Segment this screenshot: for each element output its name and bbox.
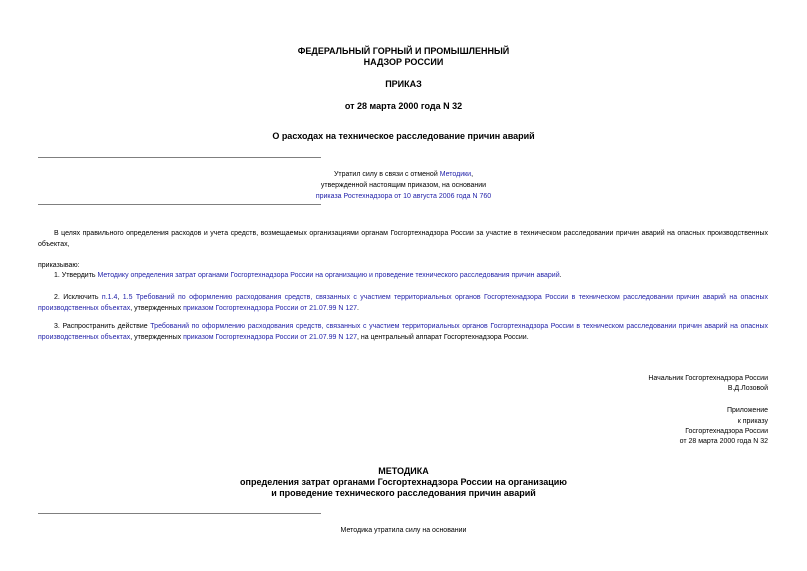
appendix-line3: Госгортехнадзора России	[685, 428, 768, 435]
item-1-prefix: 1. Утвердить	[54, 272, 98, 279]
signature-name: В.Д.Лозовой	[727, 385, 768, 392]
intro-paragraph: В целях правильного определения расходов и учета средств, возмещаемых организациями органам Госгортехнадзора России за участие в техническом расследовании причин аварий на опасных производственных объектах,	[38, 230, 768, 248]
divider-method	[38, 513, 321, 514]
item-2	[38, 292, 768, 314]
org-name-line1: ФЕДЕРАЛЬНЫЙ ГОРНЫЙ И ПРОМЫШЛЕННЫЙ	[297, 46, 510, 56]
status-note-order-link[interactable]: приказа Ростехнадзора от 10 августа 2006 года N 760	[315, 193, 492, 200]
status-note-comma: ,	[471, 171, 474, 178]
method-subtitle-line2: и проведение технического расследования причин аварий	[271, 488, 536, 498]
divider-bottom	[38, 204, 321, 205]
method-note: Методика утратила силу на основании	[340, 527, 467, 534]
signature-position: Начальник Госгортехнадзора России	[648, 375, 768, 382]
item-1-suffix: .	[559, 272, 562, 279]
status-note-prefix: Утратил силу в связи с отменой	[333, 171, 440, 178]
appendix-line4: от 28 марта 2000 года N 32	[679, 438, 768, 445]
document-date: от 28 марта 2000 года N 32	[344, 101, 463, 111]
item-3-link-1[interactable]: Требований по оформлению расходования средств, связанных с участием территориальных органов Госгортехнадзора России в техническом расследовании причин аварий на опасных производственных объектах	[38, 323, 768, 341]
order-word: приказываю:	[38, 262, 80, 269]
org-name-line2: НАДЗОР РОССИИ	[363, 57, 444, 67]
item-2-link-1[interactable]: п.1.4	[101, 294, 118, 301]
document-type: ПРИКАЗ	[385, 79, 422, 89]
item-1	[38, 270, 768, 281]
item-1-method-link[interactable]: Методику определения затрат органами Госгортехнадзора России на организацию и проведение технического расследования причин аварий	[97, 272, 560, 279]
document-title: О расходах на техническое расследование причин аварий	[272, 131, 535, 141]
item-3-mid: , утвержденных	[130, 334, 184, 341]
status-note-line3	[0, 191, 807, 202]
item-2-prefix: 2. Исключить	[54, 294, 102, 301]
status-note-method-link[interactable]: Методики	[439, 171, 472, 178]
item-2-sep: ,	[117, 294, 123, 301]
status-note-line2: утвержденной настоящим приказом, на основании	[320, 182, 487, 189]
appendix-line1: Приложение	[726, 407, 768, 414]
item-3-suffix: , на центральный аппарат Госгортехнадзора России.	[357, 334, 529, 341]
method-title: МЕТОДИКА	[378, 466, 429, 476]
item-3-prefix: 3. Распространить действие	[54, 323, 151, 330]
item-3-link-2[interactable]: приказом Госгортехнадзора России от 21.07.99 N 127	[183, 334, 358, 341]
appendix-line2: к приказу	[737, 418, 768, 425]
item-2-link-3[interactable]: приказом Госгортехнадзора России от 21.07.99 N 127	[183, 305, 358, 312]
item-2-link-2[interactable]: 1.5 Требований по оформлению расходования средств, связанных с участием территориальных органов Госгортехнадзора России в техническом расследовании причин аварий на опасных производственных объектах	[38, 294, 768, 312]
divider-top	[38, 157, 321, 158]
method-subtitle-line1: определения затрат органами Госгортехнадзора России на организацию	[240, 477, 567, 487]
item-2-mid: , утвержденных	[130, 305, 184, 312]
item-3	[38, 321, 768, 343]
item-2-suffix: .	[357, 305, 359, 312]
status-note-line1	[0, 169, 807, 180]
